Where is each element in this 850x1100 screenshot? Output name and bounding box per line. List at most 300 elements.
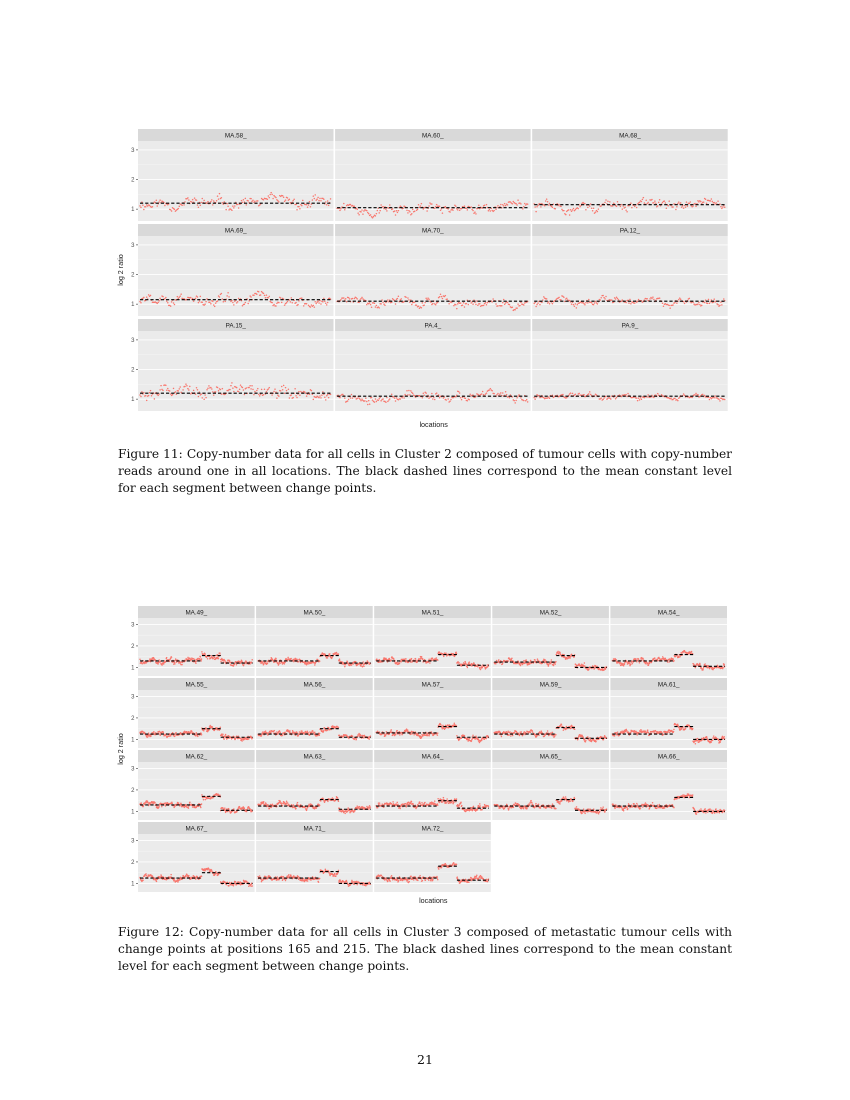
data-point [359, 399, 361, 401]
data-point [471, 740, 473, 742]
data-point [408, 299, 410, 301]
data-point [585, 302, 587, 304]
data-point [724, 399, 726, 401]
data-point [257, 200, 259, 202]
data-point [326, 304, 328, 306]
data-point [185, 660, 187, 662]
data-point [722, 206, 724, 208]
data-point [618, 299, 620, 301]
data-point [201, 393, 203, 395]
data-point [446, 399, 448, 401]
data-point [201, 198, 203, 200]
facet-label: PA.4_ [424, 322, 442, 330]
data-point [159, 731, 161, 733]
data-point [363, 737, 365, 739]
data-point [668, 200, 670, 202]
data-point [294, 388, 296, 390]
data-point [319, 660, 321, 662]
data-point [325, 302, 327, 304]
data-point [348, 297, 350, 299]
data-point [575, 303, 577, 305]
data-point [458, 662, 460, 664]
data-point [500, 392, 502, 394]
data-point [164, 205, 166, 207]
data-point [603, 739, 605, 741]
data-point [643, 197, 645, 199]
data-point [425, 298, 427, 300]
data-point [273, 730, 275, 732]
data-point [600, 205, 602, 207]
data-point [546, 298, 548, 300]
data-point [283, 385, 285, 387]
data-point [604, 735, 606, 737]
data-point [140, 207, 142, 209]
data-point [267, 198, 269, 200]
data-point [435, 304, 437, 306]
data-point [314, 306, 316, 308]
data-point [201, 651, 203, 653]
data-point [659, 297, 661, 299]
data-point [570, 656, 572, 658]
data-point [321, 394, 323, 396]
data-point [311, 732, 313, 734]
data-point [615, 398, 617, 400]
data-point [469, 394, 471, 396]
data-point [284, 393, 286, 395]
data-point [187, 388, 189, 390]
data-point [389, 204, 391, 206]
facet-panel [532, 319, 728, 411]
data-point [193, 300, 195, 302]
data-point [470, 302, 472, 304]
data-point [644, 299, 646, 301]
data-point [507, 204, 509, 206]
data-point [481, 740, 483, 742]
data-point [354, 298, 356, 300]
data-point [206, 203, 208, 205]
data-point [356, 398, 358, 400]
data-point [250, 198, 252, 200]
data-point [466, 303, 468, 305]
data-point [495, 209, 497, 211]
data-point [422, 658, 424, 660]
data-point [489, 389, 491, 391]
data-point [330, 198, 332, 200]
data-point [436, 657, 438, 659]
data-point [434, 208, 436, 210]
data-point [615, 659, 617, 661]
data-point [318, 397, 320, 399]
data-point [207, 201, 209, 203]
data-point [358, 302, 360, 304]
data-point [625, 209, 627, 211]
data-point [241, 740, 243, 742]
data-point [352, 397, 354, 399]
data-point [225, 734, 227, 736]
data-point [721, 208, 723, 210]
data-point [630, 303, 632, 305]
data-point [637, 660, 639, 662]
data-point [560, 206, 562, 208]
data-point [469, 738, 471, 740]
data-point [311, 390, 313, 392]
data-point [634, 302, 636, 304]
data-point [374, 302, 376, 304]
data-point [301, 730, 303, 732]
data-point [429, 734, 431, 736]
data-point [719, 203, 721, 205]
data-point [214, 306, 216, 308]
data-point [584, 662, 586, 664]
data-point [517, 199, 519, 201]
data-point [174, 735, 176, 737]
data-point [199, 391, 201, 393]
data-point [407, 729, 409, 731]
data-point [417, 209, 419, 211]
y-tick-label: 3 [131, 622, 135, 629]
data-point [541, 203, 543, 205]
data-point [544, 659, 546, 661]
data-point [205, 301, 207, 303]
data-point [629, 662, 631, 664]
data-point [320, 303, 322, 305]
data-point [356, 298, 358, 300]
data-point [616, 205, 618, 207]
data-point [595, 211, 597, 213]
data-point [150, 390, 152, 392]
data-point [253, 394, 255, 396]
data-point [678, 299, 680, 301]
data-point [238, 207, 240, 209]
data-point [509, 304, 511, 306]
data-point [603, 397, 605, 399]
data-point [237, 204, 239, 206]
data-point [159, 297, 161, 299]
data-point [396, 397, 398, 399]
facet-panel [492, 606, 609, 676]
data-point [313, 399, 315, 401]
data-point [298, 300, 300, 302]
facet-panel [374, 606, 491, 676]
data-point [301, 205, 303, 207]
data-point [220, 661, 222, 663]
data-point [287, 197, 289, 199]
data-point [534, 659, 536, 661]
data-point [361, 209, 363, 211]
data-point [366, 401, 368, 403]
data-point [428, 205, 430, 207]
data-point [562, 394, 564, 396]
data-point [439, 651, 441, 653]
data-point [328, 397, 330, 399]
data-point [700, 201, 702, 203]
data-point [585, 741, 587, 743]
data-point [481, 393, 483, 395]
data-point [573, 304, 575, 306]
data-point [188, 199, 190, 201]
data-point [298, 206, 300, 208]
data-point [273, 304, 275, 306]
data-point [184, 386, 186, 388]
data-point [161, 664, 163, 666]
data-point [395, 303, 397, 305]
data-point [537, 302, 539, 304]
data-point [553, 665, 555, 667]
data-point [611, 299, 613, 301]
data-point [497, 393, 499, 395]
facet-label: MA.59_ [539, 681, 562, 689]
data-point [507, 731, 509, 733]
data-point [626, 396, 628, 398]
data-point [663, 306, 665, 308]
data-point [445, 295, 447, 297]
data-point [635, 658, 637, 660]
data-point [194, 197, 196, 199]
data-point [556, 653, 558, 655]
data-point [464, 735, 466, 737]
data-point [208, 385, 210, 387]
data-point [658, 202, 660, 204]
data-point [506, 394, 508, 396]
data-point [271, 302, 273, 304]
data-point [570, 209, 572, 211]
data-point [166, 300, 168, 302]
data-point [232, 387, 234, 389]
data-point [486, 392, 488, 394]
facet-label: MA.49_ [185, 609, 208, 617]
data-point [394, 397, 396, 399]
data-point [361, 664, 363, 666]
data-point [467, 667, 469, 669]
data-point [654, 200, 656, 202]
data-point [479, 303, 481, 305]
data-point [558, 297, 560, 299]
data-point [640, 397, 642, 399]
data-point [648, 732, 650, 734]
data-point [552, 732, 554, 734]
data-point [534, 398, 536, 400]
data-point [646, 396, 648, 398]
data-point [146, 400, 148, 402]
data-point [379, 210, 381, 212]
data-point [289, 299, 291, 301]
data-point [710, 301, 712, 303]
data-point [497, 305, 499, 307]
data-point [220, 727, 222, 729]
data-point [261, 660, 263, 662]
data-point [590, 394, 592, 396]
data-point [639, 399, 641, 401]
data-point [645, 663, 647, 665]
data-point [516, 307, 518, 309]
data-point [630, 664, 632, 666]
data-point [523, 304, 525, 306]
data-point [434, 399, 436, 401]
data-point [470, 206, 472, 208]
data-point [587, 207, 589, 209]
data-point [428, 735, 430, 737]
data-point [306, 204, 308, 206]
data-point [412, 393, 414, 395]
data-point [375, 398, 377, 400]
data-point [590, 203, 592, 205]
data-point [701, 305, 703, 307]
data-point [289, 198, 291, 200]
data-point [162, 390, 164, 392]
data-point [524, 662, 526, 664]
data-point [286, 302, 288, 304]
data-point [370, 304, 372, 306]
data-point [457, 209, 459, 211]
data-point [474, 211, 476, 213]
data-point [265, 297, 267, 299]
data-point [307, 663, 309, 665]
data-point [496, 394, 498, 396]
data-point [464, 661, 466, 663]
data-point [248, 300, 250, 302]
data-point [384, 305, 386, 307]
data-point [549, 397, 551, 399]
data-point [603, 297, 605, 299]
data-point [629, 299, 631, 301]
data-point [503, 299, 505, 301]
data-point [641, 201, 643, 203]
data-point [426, 299, 428, 301]
data-point [238, 391, 240, 393]
data-point [475, 304, 477, 306]
data-point [229, 660, 231, 662]
data-point [548, 204, 550, 206]
data-point [491, 301, 493, 303]
data-point [148, 294, 150, 296]
data-point [306, 303, 308, 305]
data-point [224, 660, 226, 662]
data-point [454, 655, 456, 657]
facet-panel [131, 224, 333, 316]
data-point [147, 800, 149, 802]
data-point [174, 663, 176, 665]
facet-panel [131, 750, 254, 820]
data-point [600, 397, 602, 399]
data-point [368, 400, 370, 402]
data-point [724, 664, 726, 666]
data-point [330, 394, 332, 396]
data-point [295, 204, 297, 206]
data-point [514, 402, 516, 404]
data-point [356, 738, 358, 740]
data-point [353, 663, 355, 665]
data-point [469, 661, 471, 663]
data-point [707, 303, 709, 305]
data-point [605, 199, 607, 201]
data-point [408, 390, 410, 392]
data-point [541, 302, 543, 304]
data-point [521, 731, 523, 733]
data-point [485, 738, 487, 740]
data-point [153, 731, 155, 733]
data-point [210, 201, 212, 203]
data-point [508, 734, 510, 736]
data-point [421, 307, 423, 309]
data-point [720, 206, 722, 208]
data-point [641, 399, 643, 401]
data-point [286, 390, 288, 392]
data-point [704, 395, 706, 397]
data-point [475, 738, 477, 740]
data-point [139, 394, 141, 396]
data-point [150, 735, 152, 737]
data-point [398, 210, 400, 212]
data-point [389, 398, 391, 400]
data-point [139, 659, 141, 661]
data-point [298, 391, 300, 393]
data-point [338, 727, 340, 729]
data-point [615, 298, 617, 300]
data-point [317, 197, 319, 199]
data-point [637, 301, 639, 303]
data-point [568, 209, 570, 211]
data-point [411, 304, 413, 306]
data-point [689, 298, 691, 300]
data-point [431, 203, 433, 205]
facet-panel [610, 606, 727, 676]
data-point [232, 205, 234, 207]
data-point [268, 297, 270, 299]
data-point [160, 734, 162, 736]
data-point [421, 203, 423, 205]
data-point [397, 212, 399, 214]
data-point [188, 659, 190, 661]
data-point [236, 664, 238, 666]
data-point [616, 397, 618, 399]
data-point [169, 659, 171, 661]
data-point [575, 209, 577, 211]
data-point [512, 735, 514, 737]
data-point [377, 731, 379, 733]
data-point [152, 206, 154, 208]
data-point [642, 199, 644, 201]
data-point [491, 390, 493, 392]
data-point [655, 203, 657, 205]
data-point [565, 214, 567, 216]
data-point [143, 209, 145, 211]
data-point [176, 394, 178, 396]
data-point [432, 658, 434, 660]
data-point [313, 195, 315, 197]
data-point [245, 198, 247, 200]
data-point [201, 302, 203, 304]
data-point [377, 210, 379, 212]
data-point [418, 305, 420, 307]
data-point [166, 389, 168, 391]
data-point [628, 302, 630, 304]
data-point [666, 208, 668, 210]
data-point [368, 662, 370, 664]
data-point [625, 394, 627, 396]
data-point [278, 201, 280, 203]
facet-panel [335, 319, 530, 411]
data-point [648, 665, 650, 667]
data-point [243, 665, 245, 667]
data-point [306, 664, 308, 666]
y-tick-label: 2 [131, 367, 135, 374]
data-point [563, 296, 565, 298]
facet-label: MA.70_ [421, 227, 444, 235]
data-point [584, 665, 586, 667]
data-point [215, 391, 217, 393]
data-point [171, 656, 173, 658]
facet-label: PA.15_ [225, 322, 246, 330]
